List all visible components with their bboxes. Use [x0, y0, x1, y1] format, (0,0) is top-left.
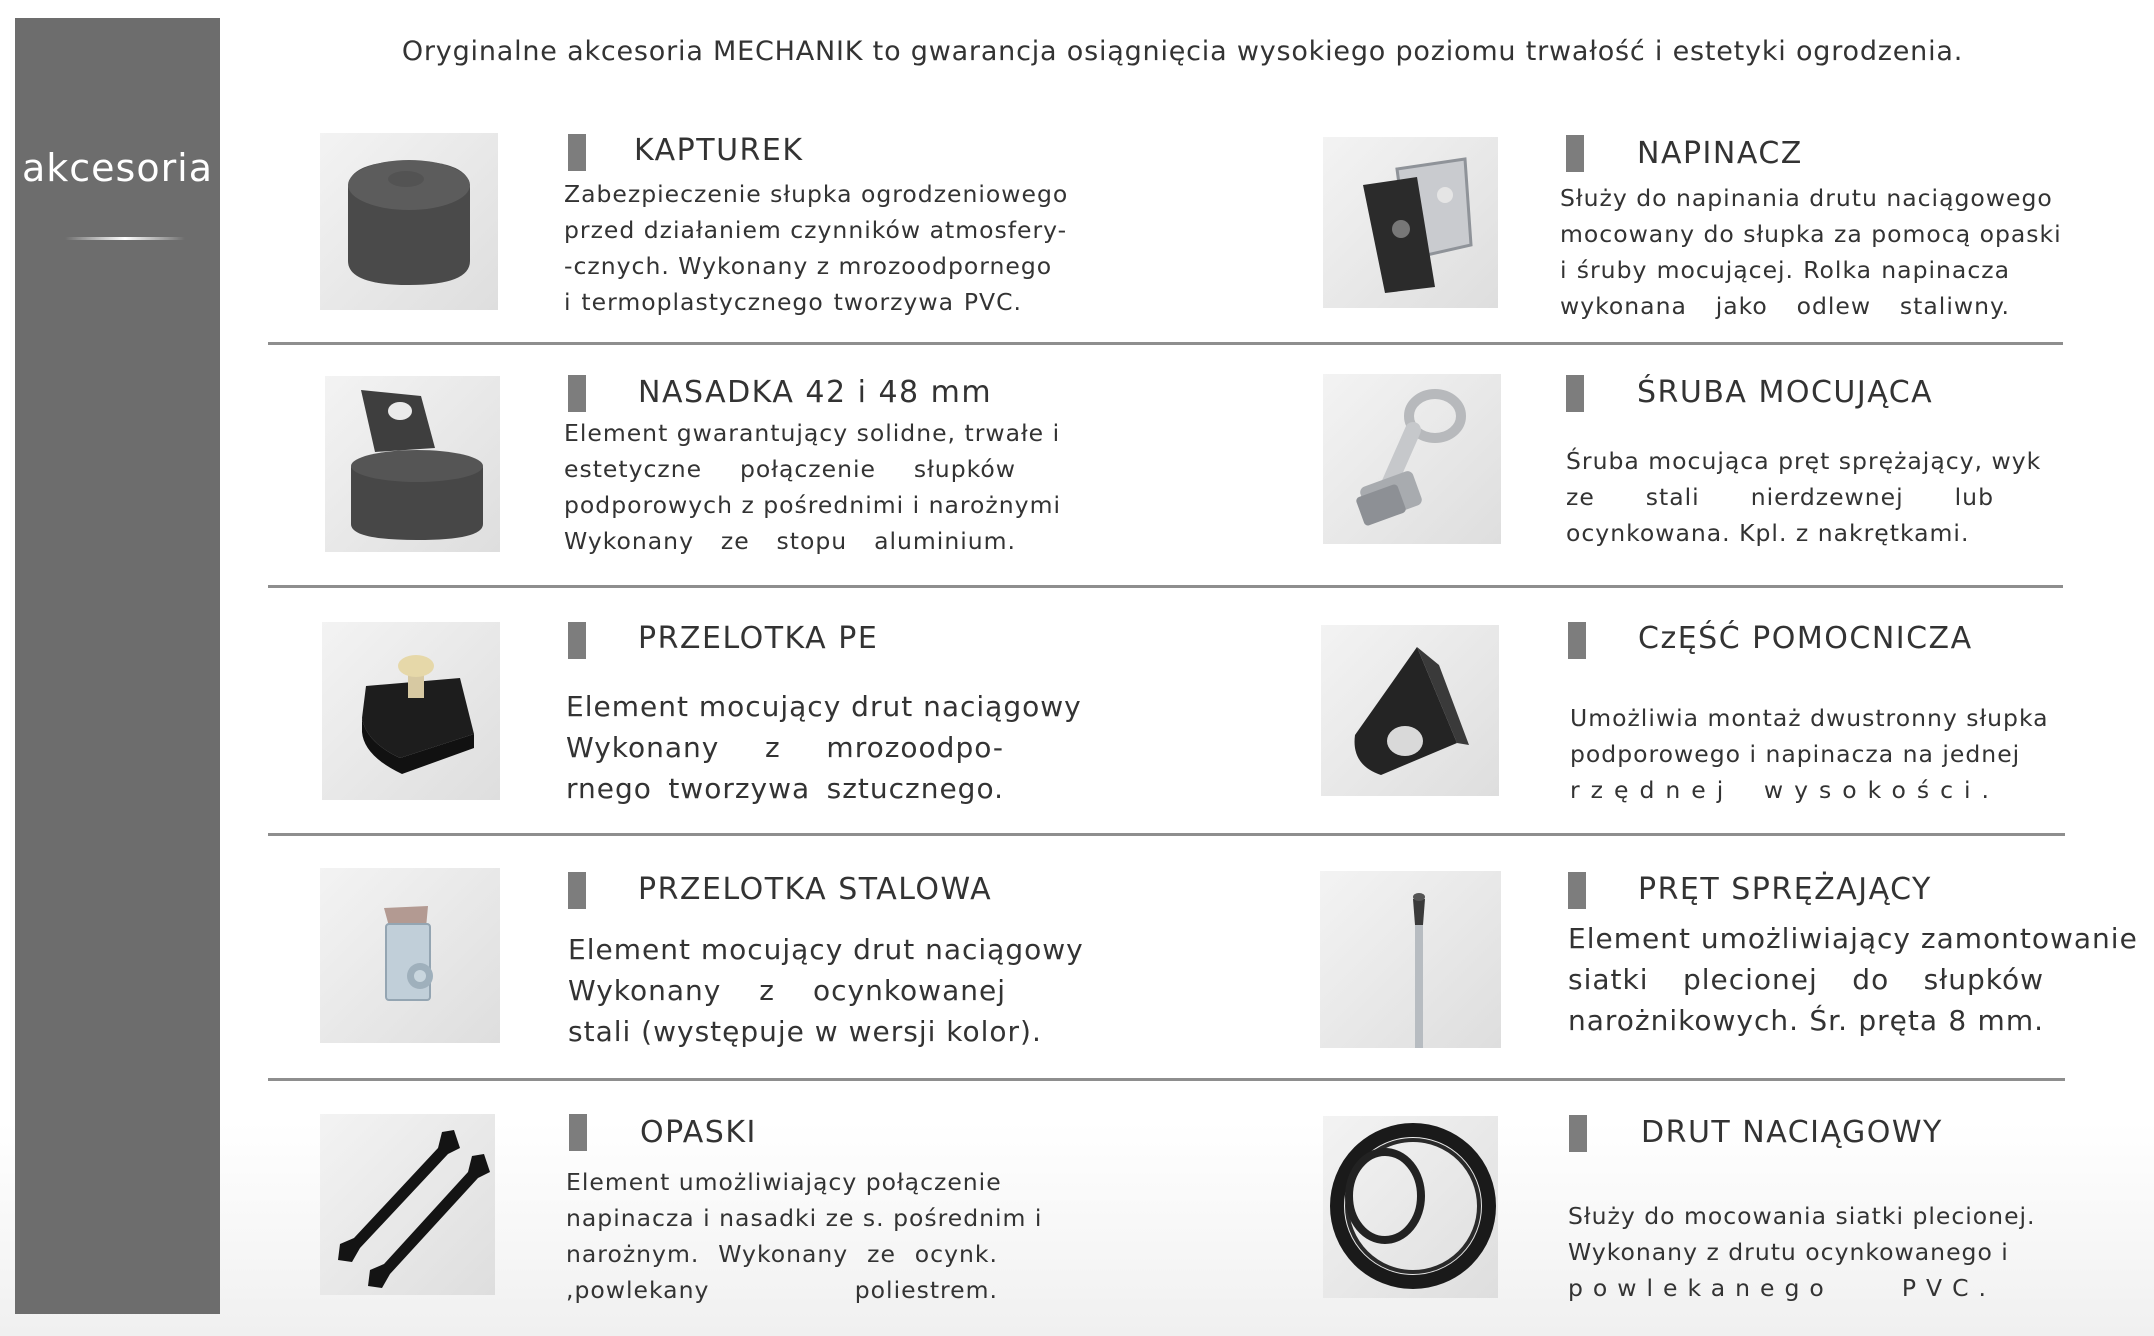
section-marker: [1566, 375, 1584, 412]
product-title: NAPINACZ: [1637, 136, 1803, 171]
product-description: Element umożliwiający zamontowanie siatki plecionej do słupków narożnikowych. Śr. pręta 8 mm.: [1568, 922, 2138, 1037]
section-marker: [1569, 1115, 1587, 1152]
product-description: Element mocujący drut naciągowy Wykonany z ocynkowanej stali (występuje w wersji kolor).: [568, 933, 1084, 1048]
row-divider: [268, 833, 2065, 836]
row-divider: [268, 342, 2063, 345]
product-description: Śruba mocująca pręt sprężający, wyk ze stali nierdzewnej lub ocynkowana. Kpl. z nakrętkami.: [1566, 447, 2042, 547]
wire-coil-icon: [1323, 1116, 1498, 1298]
section-marker: [1566, 135, 1584, 172]
sidebar-underline: [65, 237, 185, 240]
row-divider: [268, 585, 2063, 588]
section-marker: [568, 134, 586, 171]
product-description: Zabezpieczenie słupka ogrodzeniowego przed działaniem czynników atmosfery- -cznych. Wykonany z mrozoodpornego i termoplastycznego tworzywa PVC.: [564, 180, 1069, 316]
product-description: Służy do mocowania siatki plecionej. Wykonany z drutu ocynkowanego i powlekanego PVC.: [1568, 1202, 2036, 1302]
section-marker: [568, 872, 586, 909]
tensioner-icon: [1323, 137, 1498, 308]
post-cap-with-lug-icon: [325, 376, 500, 552]
intro-text: Oryginalne akcesoria MECHANIK to gwarancja osiągnięcia wysokiego poziomu trwałość i estetyki ogrodzenia.: [401, 36, 1964, 67]
product-title: PRĘT SPRĘŻAJĄCY: [1638, 872, 1932, 907]
section-marker: [569, 1114, 587, 1151]
section-marker: [1568, 872, 1586, 909]
section-marker: [1568, 622, 1586, 659]
product-title: CzĘŚĆ POMOCNICZA: [1638, 621, 1973, 656]
product-title: DRUT NACIĄGOWY: [1641, 1115, 1943, 1150]
product-description: Służy do napinania drutu naciągowego mocowany do słupka za pomocą opaski i śruby mocującej. Rolka napinacza wykonana jako odlew staliwny.: [1560, 184, 2062, 320]
product-title: PRZELOTKA STALOWA: [638, 872, 993, 907]
row-divider: [268, 1078, 2065, 1081]
product-description: Element umożliwiający połączenie napinacza i nasadki ze s. pośrednim i narożnym. Wykonany ze ocynk. ,powlekany poliestrem.: [566, 1168, 1043, 1304]
product-title: PRZELOTKA PE: [638, 621, 879, 656]
clamp-bands-icon: [320, 1114, 495, 1295]
sidebar-title: akcesoria: [21, 146, 214, 190]
product-title: ŚRUBA MOCUJĄCA: [1637, 375, 1934, 410]
eye-bolt-icon: [1323, 374, 1501, 544]
product-description: Element mocujący drut naciągowy Wykonany z mrozoodpo- rnego tworzywa sztucznego.: [566, 690, 1082, 805]
product-title: OPASKI: [640, 1115, 757, 1150]
product-title: NASADKA 42 i 48 mm: [638, 375, 993, 410]
product-description: Umożliwia montaż dwustronny słupka podporowego i napinacza na jednej rzędnej wysokości.: [1570, 704, 2049, 804]
section-marker: [568, 622, 586, 659]
section-marker: [568, 375, 586, 412]
sidebar: [15, 18, 220, 1314]
product-title: KAPTUREK: [634, 133, 804, 168]
auxiliary-bracket-icon: [1321, 625, 1499, 796]
steel-clip-icon: [320, 868, 500, 1043]
product-description: Element gwarantujący solidne, trwałe i estetyczne połączenie słupków podporowych z pośrednimi i narożnymi Wykonany ze stopu aluminium.: [564, 419, 1061, 555]
tension-bar-icon: [1320, 871, 1501, 1048]
plastic-clip-icon: [322, 622, 500, 800]
post-cap-icon: [320, 133, 498, 310]
